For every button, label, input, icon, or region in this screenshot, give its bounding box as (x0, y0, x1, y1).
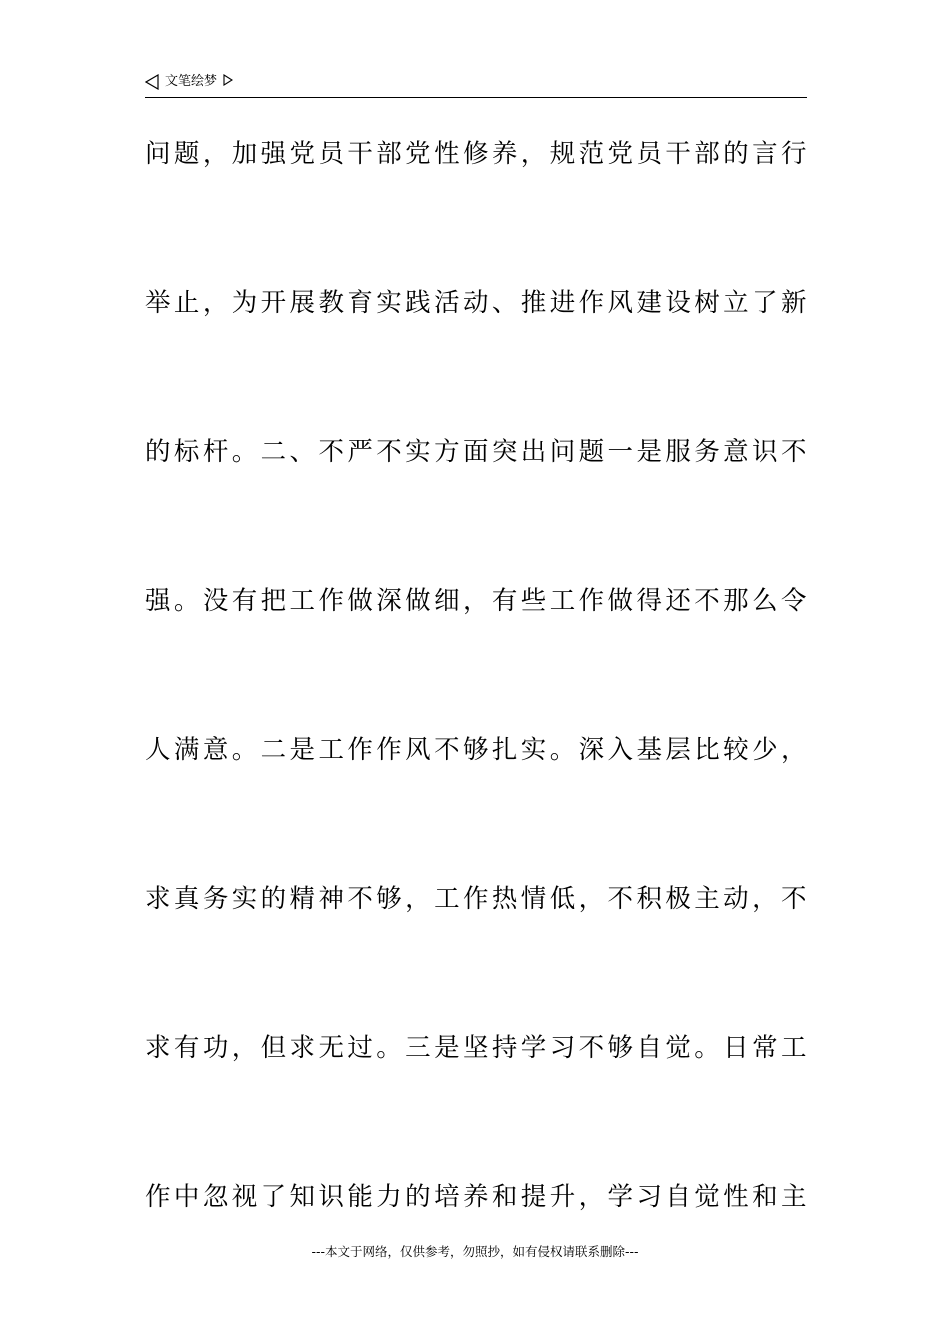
body-line: 的标杆。二、不严不实方面突出问题一是服务意识不 (145, 437, 807, 467)
body-line: 举止，为开展教育实践活动、推进作风建设树立了新 (145, 288, 807, 318)
body-line: 作中忽视了知识能力的培养和提升，学习自觉性和主 (145, 1182, 807, 1212)
body-line: 问题，加强党员干部党性修养，规范党员干部的言行 (145, 139, 807, 169)
body-line: 人满意。二是工作作风不够扎实。深入基层比较少， (145, 735, 807, 765)
body-line: 求真务实的精神不够，工作热情低，不积极主动，不 (145, 884, 807, 914)
header-title: 文笔绘梦 (165, 74, 218, 89)
triangle-right-icon (223, 74, 233, 86)
page-header (145, 72, 807, 98)
triangle-left-icon (145, 74, 159, 90)
body-line: 强。没有把工作做深做细，有些工作做得还不那么令 (145, 586, 807, 616)
header-label-group (145, 74, 233, 90)
body-line: 求有功，但求无过。三是坚持学习不够自觉。日常工 (145, 1033, 807, 1063)
footer-notice: ---本文于网络，仅供参考，勿照抄，如有侵权请联系删除--- (311, 1244, 639, 1259)
